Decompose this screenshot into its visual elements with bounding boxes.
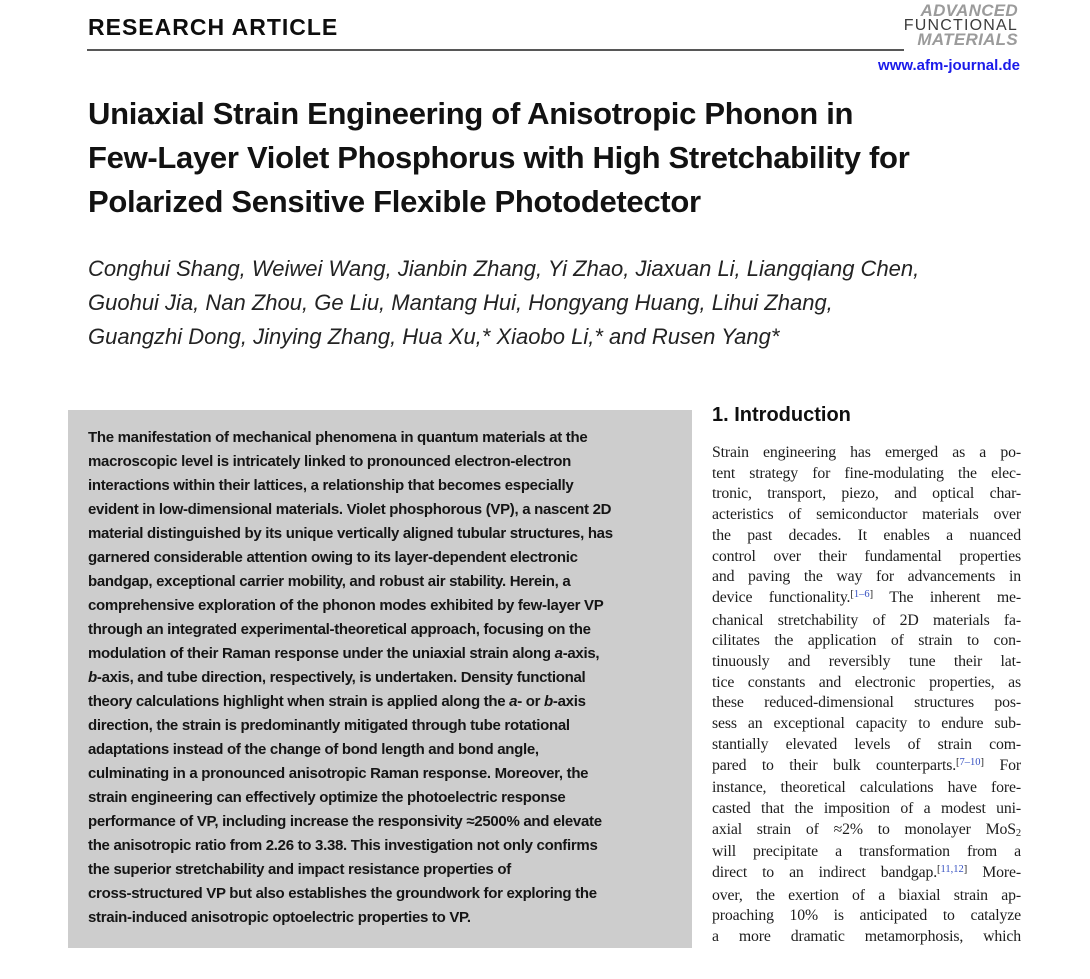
header-rule (87, 49, 904, 51)
text-line: The manifestation of mechanical phenomena in quantum materials at the (88, 429, 588, 446)
text-segment: b (88, 669, 97, 686)
text-segment: [ (937, 864, 941, 876)
journal-logo-line2: FUNCTIONAL (903, 16, 1018, 34)
text-line: device functionality.[1–6] The inherent me- (712, 588, 1021, 606)
text-line: sess an exceptional capacity to endure sub- (712, 715, 1021, 733)
text-line: macroscopic level is intricately linked to pronounced electron-electron (88, 453, 572, 470)
journal-logo-line1: ADVANCED (920, 1, 1018, 20)
text-line: adaptations instead of the change of bond length and bond angle, (88, 741, 539, 758)
journal-url-link[interactable]: www.afm-journal.de (878, 57, 1020, 74)
text-line: direct to an indirect bandgap.[11,12] More- (712, 864, 1022, 882)
text-line: strain-induced anisotropic optoelectric properties to VP. (88, 909, 471, 926)
text-segment: [ (850, 589, 854, 601)
text-line: bandgap, exceptional carrier mobility, and robust air stability. Herein, a (88, 573, 571, 590)
text-line: interactions within their lattices, a relationship that becomes especially (88, 477, 574, 494)
journal-logo-line3: MATERIALS (917, 30, 1018, 49)
text-line: tice constants and electronic properties, as (712, 673, 1021, 691)
introduction-text (712, 443, 1021, 948)
text-line: axial strain of ≈2% to monolayer MoS2 (712, 820, 1021, 840)
article-title (88, 92, 1028, 224)
text-segment: b (544, 693, 553, 710)
text-line: strain engineering can effectively optimize the photoelectric response (88, 789, 566, 806)
text-line: acteristics of semiconductor materials over (712, 506, 1021, 524)
text-line: the anisotropic ratio from 2.26 to 3.38. This investigation not only confirms (88, 837, 598, 854)
text-line: Strain engineering has emerged as a po- (712, 444, 1021, 461)
author-list (88, 252, 1028, 354)
text-line: cross-structured VP but also establishes the groundwork for exploring the (88, 885, 597, 902)
text-segment: a (554, 645, 563, 662)
text-line: casted that the imposition of a modest uni- (712, 799, 1021, 817)
journal-logo (903, 1, 1018, 49)
text-line: garnered considerable attention owing to its layer-dependent electronic (88, 549, 578, 566)
text-segment: 11,12 (940, 864, 964, 876)
text-segment: [ (956, 756, 960, 768)
text-line: direction, the strain is predominantly mitigated through tube rotational (88, 717, 570, 734)
text-line: proaching 10% is anticipated to catalyze (712, 907, 1021, 925)
text-line: will precipitate a transformation from a (712, 843, 1021, 861)
text-line: Guangzhi Dong, Jinying Zhang, Hua Xu,* Xiaobo Li,* and Rusen Yang* (88, 324, 780, 349)
text-line: b-axis, and tube direction, respectively, is undertaken. Density functional (88, 669, 586, 686)
text-line: these reduced-dimensional structures pos- (712, 694, 1021, 712)
text-line: Conghui Shang, Weiwei Wang, Jianbin Zhang, Yi Zhao, Jiaxuan Li, Liangqiang Chen, (88, 256, 920, 281)
text-line: through an integrated experimental-theoretical approach, focusing on the (88, 621, 591, 638)
introduction-column (712, 403, 1021, 948)
text-line: Polarized Sensitive Flexible Photodetector (88, 184, 701, 219)
abstract-text (88, 426, 678, 930)
text-segment: 1–6 (853, 589, 870, 601)
text-line: Uniaxial Strain Engineering of Anisotropic Phonon in (88, 96, 854, 131)
text-line: material distinguished by its unique vertically aligned tubular structures, has (88, 525, 613, 542)
text-line: tinuously and reversibly tune their lat- (712, 653, 1021, 671)
article-type-label: RESEARCH ARTICLE (88, 14, 339, 40)
text-line: cilitates the application of strain to con- (712, 632, 1021, 650)
text-segment: 2 (1015, 828, 1021, 840)
text-line: evident in low-dimensional materials. Violet phosphorous (VP), a nascent 2D (88, 501, 612, 518)
text-segment: 7–10 (959, 756, 981, 768)
text-line: the superior stretchability and impact resistance properties of (88, 861, 511, 878)
text-line: control over their fundamental properties (712, 547, 1021, 565)
text-line: tent strategy for fine-modulating the elec- (712, 464, 1021, 482)
text-segment: ] (869, 589, 874, 601)
abstract-box (68, 410, 692, 948)
text-line: chanical stretchability of 2D materials fa- (712, 611, 1021, 629)
text-line: theory calculations highlight when strain is applied along the a- or b-axis (88, 693, 586, 710)
text-line: tronic, transport, piezo, and optical char- (712, 485, 1021, 503)
text-segment: ] (980, 756, 985, 768)
text-line: over, the exertion of a biaxial strain ap- (712, 886, 1021, 904)
text-line: pared to their bulk counterparts.[7–10] For (712, 756, 1021, 774)
text-line: instance, theoretical calculations have fore- (712, 779, 1021, 797)
text-line: modulation of their Raman response under the uniaxial strain along a-axis, (88, 645, 600, 662)
text-line: performance of VP, including increase the responsivity ≈2500% and elevate (88, 813, 602, 830)
text-line: the past decades. It enables a nuanced (712, 526, 1021, 544)
text-line: Few-Layer Violet Phosphorus with High Stretchability for (88, 140, 910, 175)
introduction-heading: 1. Introduction (712, 404, 851, 426)
text-line: and paving the way for advancements in (712, 568, 1021, 586)
text-line: Guohui Jia, Nan Zhou, Ge Liu, Mantang Hui, Hongyang Huang, Lihui Zhang, (88, 290, 833, 315)
text-segment: a (509, 693, 518, 710)
text-line: a more dramatic metamorphosis, which (712, 928, 1021, 946)
text-segment: ] (963, 864, 968, 876)
text-line: culminating in a pronounced anisotropic Raman response. Moreover, the (88, 765, 589, 782)
text-line: comprehensive exploration of the phonon modes exhibited by few-layer VP (88, 597, 604, 614)
text-line: stantially elevated levels of strain com- (712, 735, 1021, 753)
